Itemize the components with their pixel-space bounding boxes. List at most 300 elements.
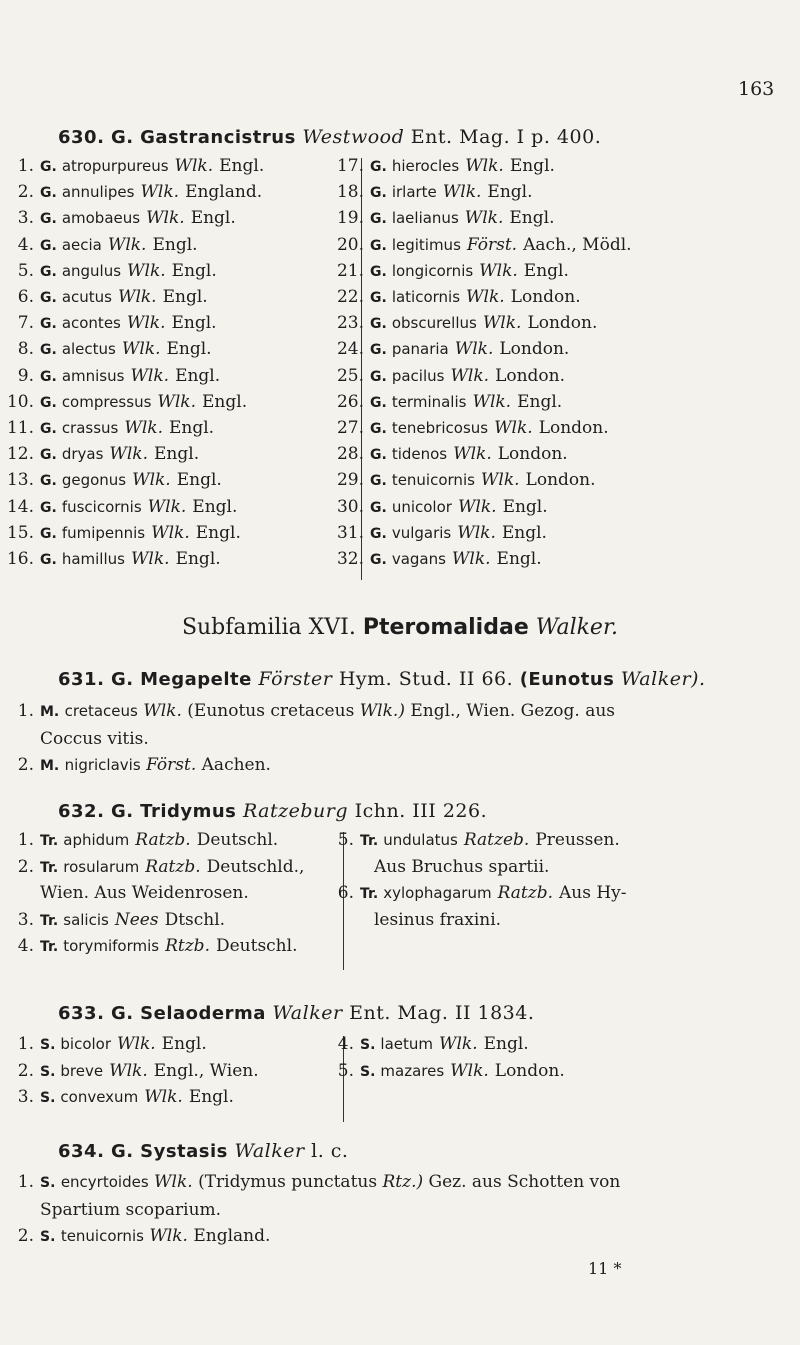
entry-number: 29.: [336, 470, 364, 491]
species-entry: [0, 339, 212, 359]
species-entry: [17, 1169, 770, 1224]
locality: Deutschl.: [196, 830, 279, 850]
species-author: Wlk.: [457, 522, 496, 543]
locality: Engl.: [154, 444, 200, 465]
species-author: Ratzb.: [145, 856, 201, 877]
species-entry: [320, 1034, 529, 1054]
entry-number: 11.: [6, 418, 34, 438]
entry-number: 1.: [17, 701, 34, 721]
genus-name: Megapelte: [140, 669, 252, 690]
locality: London.: [497, 444, 568, 465]
genus-author: Westwood: [302, 126, 405, 148]
species-entry: [0, 366, 220, 386]
species-name: tidenos: [391, 445, 448, 464]
species-name: amobaeus: [61, 209, 141, 228]
synonym-text: (Eunotus cretaceus: [187, 701, 355, 721]
species-entry: [330, 497, 548, 517]
genus-heading-633: [58, 1002, 534, 1024]
species-author: Wlk.: [450, 1060, 489, 1081]
locality: London.: [538, 418, 609, 438]
species-name: fumipennis: [61, 523, 146, 542]
genus-abbr: G.: [370, 447, 387, 464]
entry-number: 3.: [17, 909, 34, 930]
species-entry: [0, 857, 304, 877]
species-author: Wlk.: [157, 391, 197, 412]
species-author: Rtzb.: [165, 936, 210, 956]
entry-number: 24.: [336, 339, 364, 360]
synonym-text: (Tridymus punctatus: [198, 1172, 378, 1192]
genus-abbr: G.: [370, 211, 387, 228]
species-author: Wlk.: [124, 418, 163, 438]
synonym-author: Rtz.): [382, 1172, 424, 1192]
species-author: Wlk.: [127, 260, 166, 281]
locality: England.: [185, 182, 263, 203]
locality: London.: [499, 339, 570, 360]
species-name: laetum: [380, 1035, 433, 1053]
page-number: 163: [738, 78, 775, 100]
entry-number: 21.: [336, 260, 364, 281]
entry-number: 18.: [336, 182, 364, 203]
species-name: tenuicornis: [60, 1227, 144, 1245]
species-name: compressus: [61, 392, 152, 411]
species-name: encyrtoides: [60, 1173, 149, 1191]
genus-abbr: G.: [370, 368, 387, 385]
genus-abbr: G.: [40, 525, 57, 542]
species-author: Wlk.: [174, 156, 214, 176]
species-entry: [0, 523, 241, 543]
genus-reference: Ent. Mag. I p. 400.: [410, 126, 602, 148]
species-author: Wlk.: [132, 470, 171, 491]
species-entry: [17, 752, 770, 780]
species-name: nigriclavis: [64, 756, 141, 774]
locality-continued: Wien. Aus Weidenrosen.: [40, 883, 249, 903]
entry-number: 17.: [336, 156, 364, 176]
locality: Engl.: [219, 156, 265, 176]
locality: Aachen.: [201, 755, 271, 775]
locality: Engl.: [517, 391, 563, 412]
locality: Preussen.: [535, 830, 620, 850]
entry-number: 5.: [337, 1060, 354, 1081]
species-entry: [0, 910, 225, 930]
species-author: Wlk.: [140, 182, 180, 203]
genus-abbr: G.: [110, 127, 134, 148]
locality: Engl.: [162, 287, 208, 307]
species-entry: [0, 549, 221, 569]
species-name: dryas: [61, 445, 104, 464]
species-name: laticornis: [391, 288, 461, 306]
species-name: terminalis: [391, 392, 467, 411]
locality: Engl.: [171, 260, 217, 281]
genus-abbr: G.: [370, 499, 387, 516]
genus-abbr: G.: [40, 499, 57, 516]
genus-abbr: M.: [40, 704, 60, 720]
species-author: Wlk.: [457, 496, 497, 517]
species-author: Wlk.: [130, 549, 170, 569]
genus-reference: l. c.: [311, 1140, 349, 1162]
locality: Engl.: [152, 234, 198, 255]
locality-continued: lesinus fraxini.: [374, 909, 502, 930]
genus-abbr: Tr.: [360, 886, 379, 902]
species-entry: [0, 1061, 259, 1081]
locality: Deutschl.: [215, 936, 298, 956]
locality: Engl.: [169, 418, 215, 438]
genus-heading-634: [58, 1140, 348, 1162]
locality: London.: [495, 365, 566, 386]
subfamily-heading: [0, 615, 800, 640]
entry-number: 4.: [17, 234, 34, 255]
species-entry: [330, 339, 569, 359]
genus-abbr: G.: [110, 669, 134, 690]
genus-abbr: G.: [370, 552, 387, 568]
species-author: Wlk.: [109, 444, 149, 465]
species-author: Först.: [466, 234, 518, 255]
genus-abbr: S.: [40, 1229, 56, 1245]
species-name: aecia: [61, 235, 102, 254]
genus-abbr: G.: [40, 368, 57, 385]
species-author: Wlk.: [453, 444, 492, 465]
genus-reference: Ichn. III 226.: [354, 800, 488, 822]
locality: Engl.: [483, 1034, 529, 1054]
entry-number: 16.: [6, 549, 34, 569]
species-entry: [0, 497, 237, 517]
locality: Engl.: [166, 339, 212, 360]
genus-abbr: G.: [370, 342, 387, 359]
genus-abbr: G.: [370, 290, 387, 306]
species-author: Wlk.: [117, 1034, 156, 1054]
species-author: Wlk.: [151, 522, 190, 543]
genus-abbr: M.: [40, 758, 60, 774]
locality: Engl.: [509, 156, 555, 176]
entry-number: 27.: [336, 418, 364, 438]
species-name: acutus: [61, 288, 112, 306]
genus-abbr: Tr.: [40, 912, 59, 929]
entry-number: 2.: [17, 856, 34, 877]
entry-number: 1.: [17, 1034, 34, 1054]
genus-abbr: G.: [370, 159, 387, 175]
species-entry: [330, 182, 533, 202]
genus-abbr: G.: [40, 447, 57, 464]
species-entry: [320, 830, 620, 850]
species-name: pacilus: [391, 366, 445, 385]
species-name: crassus: [61, 419, 119, 437]
species-name: annulipes: [61, 183, 135, 202]
entry-number: 5.: [17, 260, 34, 281]
locality: Deutschld.,: [206, 856, 305, 877]
genus-heading-631: [58, 668, 705, 690]
entry-number: 22.: [336, 287, 364, 307]
species-author: Wlk.: [109, 1060, 148, 1081]
genus-abbr: G.: [40, 159, 57, 175]
entry-number: 32.: [336, 549, 364, 569]
species-name: vagans: [391, 550, 446, 568]
locality: London.: [494, 1060, 565, 1081]
species-name: atropurpureus: [61, 157, 169, 175]
species-author: Wlk.: [450, 365, 490, 386]
species-author: Wlk.: [482, 313, 522, 334]
locality-continued: Spartium scoparium.: [40, 1200, 222, 1220]
locality: Aach., Mödl.: [523, 234, 632, 255]
entry-number: 7.: [17, 313, 34, 334]
species-name: longicornis: [391, 261, 474, 280]
species-name: fuscicornis: [61, 497, 142, 516]
entry-number: 1.: [17, 156, 34, 176]
species-author: Wlk.: [117, 287, 157, 307]
genus-abbr: G.: [110, 801, 134, 822]
species-entry: [330, 156, 555, 176]
species-name: vulgaris: [391, 523, 452, 542]
entry-number: 30.: [336, 496, 364, 517]
genus-abbr: Tr.: [360, 833, 379, 849]
genus-abbr: G.: [40, 316, 57, 333]
species-name: unicolor: [391, 497, 452, 516]
section-number: 632.: [58, 801, 105, 822]
species-entry: [330, 523, 547, 543]
genus-abbr: Tr.: [40, 859, 59, 876]
genus-synonym: (Eunotus: [519, 669, 615, 690]
genus-abbr: G.: [370, 473, 387, 490]
genus-abbr: G.: [370, 525, 387, 542]
genus-abbr: G.: [40, 211, 57, 228]
species-name: laelianus: [391, 209, 459, 228]
locality: Engl.: [509, 208, 555, 229]
species-name: panaria: [391, 340, 449, 359]
species-entry: [0, 182, 262, 202]
genus-heading-630: [58, 126, 601, 148]
species-author: Ratzb.: [497, 883, 553, 903]
entry-number: 15.: [6, 522, 34, 543]
species-name: torymiformis: [63, 937, 160, 955]
species-author: Ratzb.: [135, 830, 191, 850]
section-number: 633.: [58, 1003, 105, 1024]
entry-number: 6.: [17, 287, 34, 307]
genus-abbr: G.: [40, 342, 57, 359]
species-name: angulus: [61, 261, 122, 280]
locality: Engl.: [202, 391, 248, 412]
species-entry: [330, 392, 562, 412]
species-author: Först.: [146, 755, 197, 775]
entry-number: 25.: [336, 365, 364, 386]
entry-number: 19.: [336, 208, 364, 229]
genus-author: Förster: [258, 668, 333, 690]
entry-number: 1.: [17, 1172, 34, 1192]
entry-number: 8.: [17, 339, 34, 360]
species-name: amnisus: [61, 366, 125, 385]
species-entry: [17, 698, 770, 753]
species-entry: [0, 1034, 207, 1054]
species-author: Ratzeb.: [463, 830, 530, 850]
genus-author: Ratzeburg: [242, 800, 349, 822]
species-entry: [330, 261, 569, 281]
entry-number: 1.: [17, 830, 34, 850]
locality: Engl.: [188, 1087, 234, 1107]
species-entry: [330, 287, 581, 307]
genus-abbr: Tr.: [40, 939, 59, 955]
locality: Engl.: [523, 260, 569, 281]
species-entry: [330, 208, 554, 228]
species-author: Wlk.: [465, 156, 504, 176]
genus-author: Walker: [234, 1140, 305, 1162]
entry-number: 3.: [17, 208, 34, 229]
genus-abbr: S.: [40, 1063, 56, 1080]
species-name: aphidum: [63, 831, 130, 849]
species-author: Wlk.: [480, 470, 520, 491]
genus-abbr: G.: [40, 237, 57, 254]
locality: Engl.: [190, 208, 236, 229]
species-author: Wlk.: [466, 287, 505, 307]
entry-number: 23.: [336, 313, 364, 334]
species-name: irlarte: [391, 183, 437, 202]
genus-abbr: S.: [40, 1037, 56, 1053]
genus-abbr: G.: [40, 185, 57, 202]
genus-abbr: G.: [40, 552, 57, 568]
species-entry: [330, 549, 542, 569]
section-number: 630.: [58, 127, 105, 148]
genus-heading-632: [58, 800, 487, 822]
species-author: Wlk.: [439, 1034, 478, 1054]
species-name: convexum: [60, 1088, 139, 1106]
species-author: Wlk.: [154, 1172, 193, 1192]
genus-abbr: Tr.: [40, 833, 59, 849]
locality: Gez. aus Schotten von: [428, 1172, 621, 1192]
genus-abbr: G.: [40, 394, 57, 411]
synonym-author: Walker).: [620, 668, 706, 690]
locality: Engl.: [487, 182, 533, 203]
species-entry: [0, 392, 247, 412]
locality: Engl.: [171, 313, 217, 334]
genus-reference: Ent. Mag. II 1834.: [349, 1002, 535, 1024]
species-entry: [0, 1087, 234, 1107]
locality: Engl.: [175, 365, 221, 386]
locality: Engl.: [161, 1034, 207, 1054]
species-name: alectus: [61, 340, 116, 359]
genus-author: Walker: [272, 1002, 343, 1024]
species-entry: [330, 313, 597, 333]
species-name: breve: [60, 1061, 104, 1080]
species-author: Nees: [114, 909, 159, 930]
section-number: 634.: [58, 1141, 105, 1162]
genus-abbr: G.: [110, 1141, 134, 1162]
entry-number: 12.: [6, 444, 34, 465]
species-name: bicolor: [60, 1035, 112, 1053]
locality: London.: [510, 287, 581, 307]
species-author: Wlk.: [479, 260, 518, 281]
species-entry: [0, 208, 236, 228]
species-author: Wlk.: [144, 1087, 183, 1107]
species-entry: [0, 444, 199, 464]
species-entry: [0, 287, 208, 307]
species-name: rosularum: [63, 857, 140, 876]
species-entry: [0, 470, 222, 490]
species-name: xylophagarum: [383, 884, 492, 902]
entry-number: 2.: [17, 182, 34, 203]
species-author: Wlk.: [147, 496, 187, 517]
species-name: undulatus: [383, 831, 458, 849]
section-number: 631.: [58, 669, 105, 690]
subfamily-author: Walker.: [535, 615, 619, 640]
entry-number: 2.: [17, 1060, 34, 1081]
genus-abbr: S.: [360, 1037, 376, 1053]
genus-abbr: G.: [370, 263, 387, 280]
entry-number: 2.: [17, 755, 34, 775]
genus-abbr: G.: [40, 473, 57, 490]
species-entry: [0, 261, 217, 281]
species-author: Wlk.: [146, 208, 185, 229]
genus-abbr: G.: [370, 185, 387, 202]
entry-number: 6.: [337, 883, 354, 903]
entry-number: 9.: [17, 365, 34, 386]
genus-abbr: S.: [40, 1090, 56, 1106]
genus-abbr: S.: [360, 1063, 376, 1080]
entry-number: 2.: [17, 1226, 34, 1246]
locality: England.: [193, 1226, 271, 1246]
species-name: mazares: [380, 1061, 445, 1080]
species-name: acontes: [61, 314, 121, 333]
entry-number: 28.: [336, 444, 364, 465]
species-entry: [0, 830, 278, 850]
species-entry: [330, 366, 565, 386]
species-author: Wlk.: [121, 339, 161, 360]
species-entry: [330, 418, 609, 438]
subfamily-name: Pteromalidae: [362, 615, 529, 640]
entry-number: 10.: [6, 391, 34, 412]
locality: Engl.: [496, 549, 542, 569]
locality: Engl., Wien. Gezog. aus: [410, 701, 616, 721]
species-author: Wlk.: [472, 391, 512, 412]
species-author: Wlk.: [494, 418, 533, 438]
species-entry: [330, 470, 596, 490]
species-name: hierocles: [391, 157, 460, 175]
entry-number: 31.: [336, 522, 364, 543]
locality: Engl.: [195, 522, 241, 543]
entry-number: 26.: [336, 391, 364, 412]
entry-number: 14.: [6, 496, 34, 517]
species-author: Wlk.: [451, 549, 491, 569]
species-author: Wlk.: [143, 701, 182, 721]
entry-number: 20.: [336, 234, 364, 255]
species-name: legitimus: [391, 235, 461, 254]
entry-number: 5.: [337, 830, 354, 850]
species-name: obscurellus: [391, 314, 477, 333]
genus-abbr: G.: [40, 290, 57, 306]
species-name: tenuicornis: [391, 471, 475, 490]
species-author: Wlk.: [107, 234, 147, 255]
species-entry: [0, 235, 198, 255]
entry-number: 3.: [17, 1087, 34, 1107]
entry-number: 13.: [6, 470, 34, 491]
species-author: Wlk.: [454, 339, 494, 360]
genus-abbr: G.: [370, 316, 387, 333]
genus-reference: Hym. Stud. II 66.: [338, 668, 514, 690]
locality-continued: Aus Bruchus spartii.: [374, 856, 550, 877]
species-entry: [330, 444, 568, 464]
locality: Engl.: [176, 470, 222, 491]
synonym-author: Wlk.): [359, 701, 405, 721]
species-name: hamillus: [61, 550, 125, 568]
species-name: gegonus: [61, 471, 127, 490]
genus-abbr: S.: [40, 1175, 56, 1191]
species-entry: [0, 936, 297, 956]
species-author: Wlk.: [149, 1226, 188, 1246]
locality: London.: [525, 470, 596, 491]
species-author: Wlk.: [126, 313, 166, 334]
genus-abbr: G.: [370, 421, 387, 437]
species-entry: [320, 1061, 565, 1081]
species-name: cretaceus: [64, 702, 138, 720]
locality-continued: Coccus vitis.: [40, 729, 149, 749]
genus-abbr: G.: [370, 394, 387, 411]
species-entry: [320, 883, 627, 903]
species-entry: [0, 418, 214, 438]
